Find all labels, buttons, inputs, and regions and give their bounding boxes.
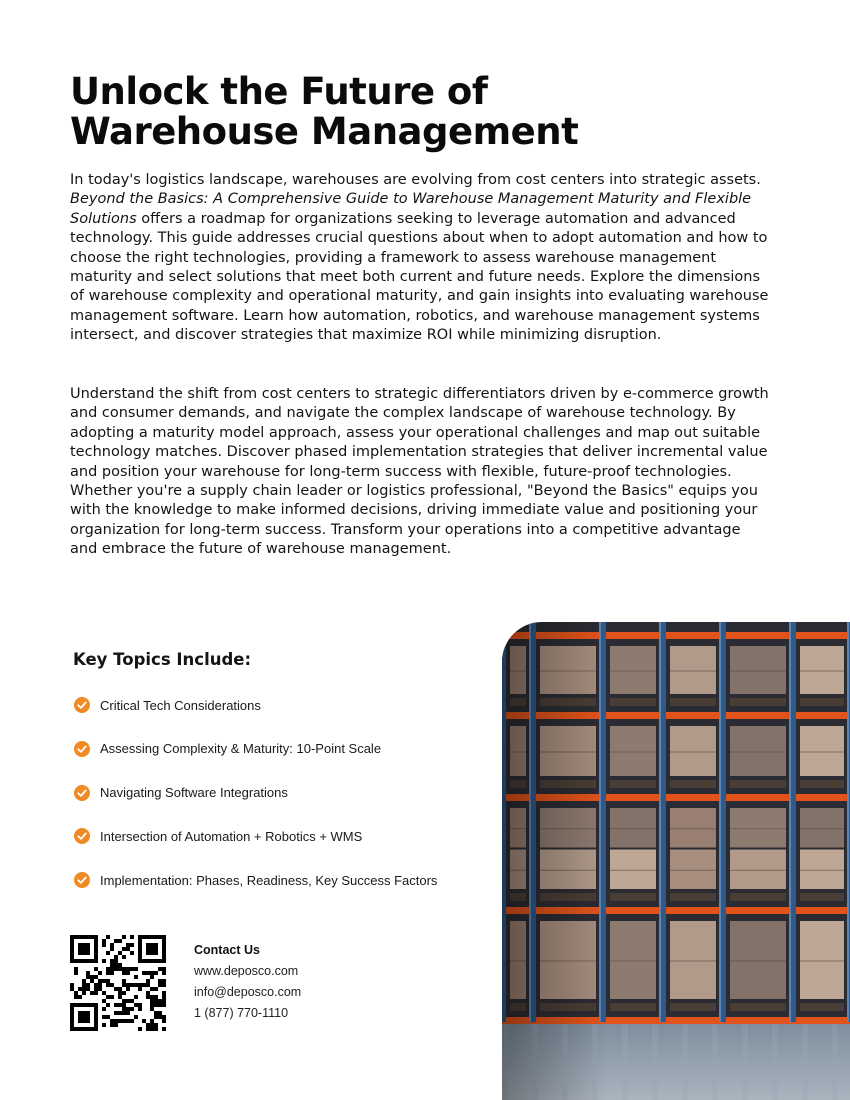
topic-label: Assessing Complexity & Maturity: 10-Point Scale bbox=[100, 741, 382, 757]
topic-item bbox=[74, 738, 494, 760]
topic-label: Intersection of Automation + Robotics + WMS bbox=[100, 828, 363, 844]
contact-website: www.deposco.com bbox=[194, 964, 299, 978]
intro-text-b: offers a roadmap for organizations seeking to leverage automation and advanced technology. This guide addresses crucial questions about when to adopt automation and how to choose the right technologies, providing a framework to assess warehouse management maturity and select solutions that meet both current and future needs. Explore the dimensions of warehouse complexity and operational maturity, and gain insights into evaluating warehouse management software. Learn how automation, robotics, and warehouse management systems intersect, and discover strategies that maximize ROI while minimizing disruption. bbox=[70, 210, 769, 344]
contact-title: Contact Us bbox=[194, 943, 260, 957]
topic-item bbox=[74, 869, 494, 891]
title-line-1: Unlock the Future of bbox=[70, 70, 488, 113]
qr-code bbox=[70, 935, 166, 1031]
topic-label: Implementation: Phases, Readiness, Key Success Factors bbox=[100, 872, 438, 888]
title-line-2: Warehouse Management bbox=[70, 110, 579, 153]
page-title bbox=[70, 72, 770, 152]
check-circle-icon bbox=[74, 872, 90, 888]
contact-block bbox=[194, 940, 301, 1024]
contact-email: info@deposco.com bbox=[194, 985, 302, 999]
key-topics-list bbox=[74, 694, 494, 913]
intro-paragraph-2: Understand the shift from cost centers to strategic differentiators driven by e-commerce growth and consumer demands, and navigate the complex landscape of warehouse technology. By adopting a maturity model approach, assess your operational challenges and map out suitable technology matches. Discover phased implementation strategies that deliver incremental value and position your warehouse for long-term success with flexible, future-proof technologies. Whether you're a supply chain leader or logistics professional, "Beyond the Basics" equips you with the knowledge to make informed decisions, driving immediate value and positioning your organization for long-term success. Transform your operations into a competitive advantage and embrace the future of warehouse management. bbox=[70, 386, 769, 558]
check-circle-icon bbox=[74, 741, 90, 757]
check-circle-icon bbox=[74, 785, 90, 801]
intro-text-a: In today's logistics landscape, warehouses are evolving from cost centers into strategic assets. bbox=[70, 172, 761, 188]
topic-label: Critical Tech Considerations bbox=[100, 697, 261, 713]
topic-label: Navigating Software Integrations bbox=[100, 785, 288, 801]
topic-item bbox=[74, 782, 494, 804]
warehouse-racks-photo bbox=[502, 622, 850, 1100]
key-topics-heading: Key Topics Include: bbox=[73, 650, 252, 669]
topic-item bbox=[74, 694, 494, 716]
contact-phone: 1 (877) 770-1110 bbox=[194, 1006, 289, 1020]
check-circle-icon bbox=[74, 697, 90, 713]
check-circle-icon bbox=[74, 828, 90, 844]
topic-item bbox=[74, 825, 494, 847]
guide-title: Beyond the Basics: A Comprehensive Guide to Warehouse Management Maturity and Flexible Solutions bbox=[70, 191, 752, 227]
warehouse-racks-illustration bbox=[502, 622, 850, 1100]
intro-paragraph-1 bbox=[70, 171, 770, 346]
